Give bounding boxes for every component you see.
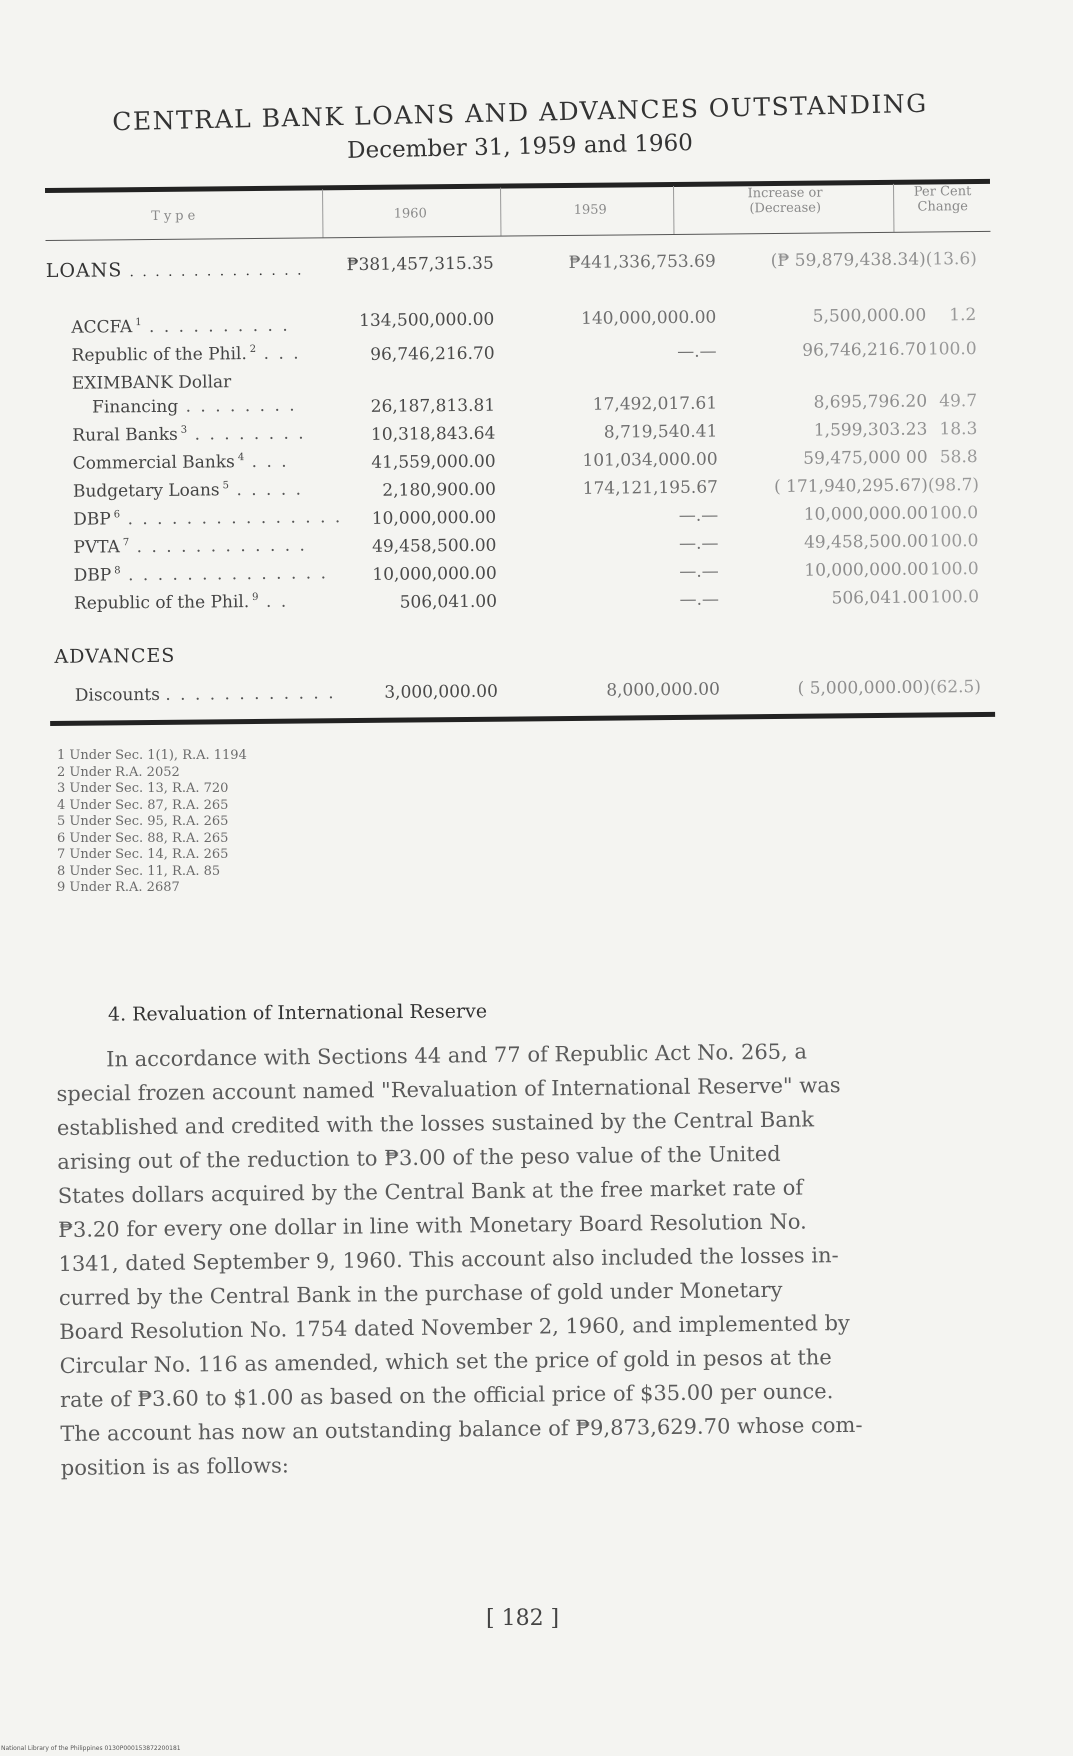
loan-row-label	[92, 396, 297, 418]
body-line: rate of ₱3.60 to $1.00 as based on the official price of $35.00 per ounce.	[59, 1379, 834, 1412]
loans-pct: (13.6)	[925, 249, 977, 270]
header-increase	[685, 185, 885, 217]
body-line: position is as follows:	[60, 1453, 289, 1480]
loans-label-text: LOANS	[45, 259, 123, 282]
body-line: arising out of the reduction to ₱3.00 of the peso value of the United	[57, 1141, 781, 1174]
body-line: States dollars acquired by the Central Bank at the free market rate of	[57, 1175, 804, 1208]
loan-row-label	[74, 592, 288, 614]
loan-row-pct: (98.7)	[927, 475, 980, 496]
loan-row-pct: 100.0	[927, 339, 977, 360]
footnote: 9 Under R.A. 2687	[57, 880, 180, 895]
footnote-marker: 8	[114, 565, 121, 577]
header-percent-line2: Change	[917, 199, 969, 215]
footnote: 4 Under Sec. 87, R.A. 265	[57, 797, 229, 813]
loan-row-label-text: Rural Banks	[72, 424, 178, 446]
header-percent	[895, 184, 990, 215]
loan-row-change: 8,695,796.20	[813, 391, 928, 413]
header-increase-line1: Increase or	[747, 185, 823, 202]
loan-row-pct: 100.0	[929, 531, 979, 552]
leader-dots: . . .	[244, 451, 289, 473]
loan-row-label	[72, 424, 305, 446]
leader-dots: . . . . . . . .	[187, 423, 306, 445]
loan-row-1959: 140,000,000.00	[580, 307, 717, 329]
loan-row-label	[73, 536, 307, 558]
loan-row-change: 10,000,000.00	[803, 503, 929, 525]
loan-row-1959: 101,034,000.00	[582, 449, 718, 471]
leader-dots: . .	[258, 591, 289, 612]
column-divider	[500, 188, 501, 236]
leader-dots: . . . . . . . . . . . .	[129, 535, 308, 558]
loan-row-1959: —.—	[678, 505, 719, 526]
discounts-pct: (62.5)	[929, 677, 982, 698]
loans-table	[45, 179, 995, 728]
loan-row-1960: 10,000,000.00	[372, 563, 497, 585]
leader-dots: . . . . . . . .	[178, 395, 297, 417]
footnote-marker: 6	[113, 509, 121, 521]
footnote-marker: 2	[249, 344, 257, 356]
loan-row-change: 59,475,000 00	[803, 447, 928, 469]
loan-row-1960: 10,000,000.00	[371, 507, 497, 529]
advances-label: ADVANCES	[54, 644, 176, 668]
loan-row-1959: —.—	[678, 533, 719, 554]
header-1960: 1960	[393, 206, 427, 222]
loan-row-label-text: Financing	[92, 396, 179, 418]
loan-row-pct: 100.0	[929, 559, 979, 580]
loan-row-label-text: ACCFA	[71, 317, 133, 338]
loan-row-pct: 49.7	[939, 391, 978, 412]
discounts-label: Discounts . . . . . . . . . . . .	[74, 683, 336, 706]
loan-row-label	[73, 480, 303, 502]
loan-row-1959: 17,492,017.61	[592, 393, 718, 415]
table-bottom-rule	[50, 712, 995, 726]
page-subtitle: December 31, 1959 and 1960	[346, 130, 694, 164]
header-percent-line1: Per Cent	[913, 184, 972, 200]
header-increase-line2: (Decrease)	[749, 200, 822, 217]
leader-dots: . . . . . . . . . . . . . .	[120, 563, 329, 586]
footnote: 8 Under Sec. 11, R.A. 85	[57, 863, 221, 879]
loan-row-pct: 18.3	[939, 419, 978, 440]
loan-row-label-text: DBP	[73, 509, 111, 530]
body-line: The account has now an outstanding balance of ₱9,873,629.70 whose com-	[60, 1412, 863, 1446]
loan-row-pct: 58.8	[939, 447, 978, 468]
loan-row-label-text: Budgetary Loans	[72, 480, 220, 502]
loan-row-label-text: Republic of the Phil.	[71, 344, 247, 366]
body-line: Circular No. 116 as amended, which set the price of gold in pesos at the	[59, 1345, 832, 1378]
loan-row-1960: 26,187,813.81	[370, 395, 496, 417]
leader-dots: . . .	[256, 343, 301, 364]
page-title: CENTRAL BANK LOANS AND ADVANCES OUTSTANDING	[111, 88, 929, 137]
loan-row-1960: 10,318,843.64	[370, 423, 496, 445]
loan-row-label-text: DBP	[73, 565, 112, 586]
footnote: 3 Under Sec. 13, R.A. 720	[57, 781, 229, 796]
page-number: [ 182 ]	[486, 1606, 560, 1631]
header-rule	[45, 231, 990, 241]
footnote: 2 Under R.A. 2052	[57, 764, 180, 780]
loan-row-change: 10,000,000.00	[804, 559, 929, 581]
loan-row-1959: —.—	[677, 341, 717, 362]
footnotes	[57, 748, 247, 897]
body-line: Board Resolution No. 1754 dated November 2, 1960, and implemented by	[59, 1311, 850, 1344]
footnote-marker: 7	[122, 537, 130, 549]
column-divider	[322, 189, 323, 237]
loan-row-1959: —.—	[679, 561, 719, 582]
loan-row-change: 1,599,303.23	[813, 419, 928, 441]
loan-row-change: 506,041.00	[831, 587, 930, 609]
archive-caption: National Library of the Philippines 0130P000153872200181	[1, 1745, 181, 1752]
loan-row-pct: 100.0	[930, 587, 980, 608]
loan-row-label	[72, 344, 301, 366]
footnote-marker: 1	[135, 317, 142, 329]
section-body	[56, 1032, 1001, 1485]
footnote-marker: 5	[222, 480, 230, 492]
loan-row-label	[72, 372, 232, 394]
loan-row-pct: 100.0	[929, 503, 979, 524]
footnote: 6 Under Sec. 88, R.A. 265	[57, 830, 229, 846]
loan-row-1959: 8,719,540.41	[603, 421, 718, 443]
footnote: 7 Under Sec. 14, R.A. 265	[57, 847, 229, 862]
leader-dots: . . . . . . . . . . . . . . .	[120, 507, 343, 530]
footnote-marker: 9	[252, 592, 259, 604]
column-divider	[673, 186, 674, 234]
loan-row-change: ( 171,940,295.67)	[773, 475, 928, 498]
loans-label: LOANS . . . . . . . . . . . . . .	[45, 259, 304, 282]
footnote: 1 Under Sec. 1(1), R.A. 1194	[57, 748, 247, 763]
leader-dots: . . . . . . . . . .	[141, 315, 290, 338]
loan-row-pct: 1.2	[949, 305, 977, 326]
footnote-marker: 4	[237, 452, 245, 464]
body-line: ₱3.20 for every one dollar in line with Monetary Board Resolution No.	[57, 1209, 807, 1242]
loan-row-change: 5,500,000.00	[812, 305, 927, 327]
loan-row-label	[73, 452, 289, 474]
loan-row-1960: 134,500,000.00	[359, 309, 495, 331]
loans-1960: ₱381,457,315.35	[346, 253, 494, 276]
loan-row-1959: 174,121,195.67	[582, 477, 719, 499]
header-1959: 1959	[573, 202, 607, 218]
loan-row-label-text: PVTA	[73, 537, 120, 558]
loans-1959: ₱441,336,753.69	[568, 251, 716, 273]
section-heading: 4. Revaluation of International Reserve	[107, 1000, 488, 1026]
loan-row-change: 49,458,500.00	[803, 531, 929, 553]
body-line: established and credited with the losses sustained by the Central Bank	[56, 1107, 815, 1140]
leader-dots: . . . . .	[228, 479, 304, 501]
discounts-1960: 3,000,000.00	[384, 681, 498, 703]
loan-row-1959: —.—	[679, 589, 720, 610]
loan-row-change: 96,746,216.70	[802, 339, 927, 361]
loan-row-1960: 2,180,900.00	[382, 479, 497, 501]
discounts-change: ( 5,000,000.00)	[797, 677, 930, 699]
loan-row-label	[71, 316, 290, 338]
loans-change: (₱ 59,879,438.34)	[770, 249, 926, 272]
loan-row-label-text: EXIMBANK Dollar	[71, 372, 232, 394]
body-line: special frozen account named "Revaluation of International Reserve" was	[56, 1073, 841, 1106]
loan-row-1960: 506,041.00	[399, 591, 498, 613]
loan-row-1960: 49,458,500.00	[371, 535, 497, 557]
body-line: In accordance with Sections 44 and 77 of Republic Act No. 265, a	[106, 1039, 808, 1072]
header-type: Type	[151, 208, 200, 224]
body-line: 1341, dated September 9, 1960. This account also included the losses in-	[58, 1243, 839, 1276]
discounts-1959: 8,000,000.00	[606, 679, 720, 701]
loan-row-1960: 96,746,216.70	[370, 343, 495, 365]
body-line: curred by the Central Bank in the purchase of gold under Monetary	[58, 1277, 783, 1310]
footnote-marker: 3	[180, 424, 188, 437]
discounts-label-text: Discounts	[74, 684, 160, 706]
loan-row-1960: 41,559,000.00	[371, 451, 496, 473]
loan-row-label-text: Commercial Banks	[72, 452, 235, 474]
loan-row-label-text: Republic of the Phil.	[73, 592, 250, 614]
footnote: 5 Under Sec. 95, R.A. 265	[57, 814, 229, 829]
